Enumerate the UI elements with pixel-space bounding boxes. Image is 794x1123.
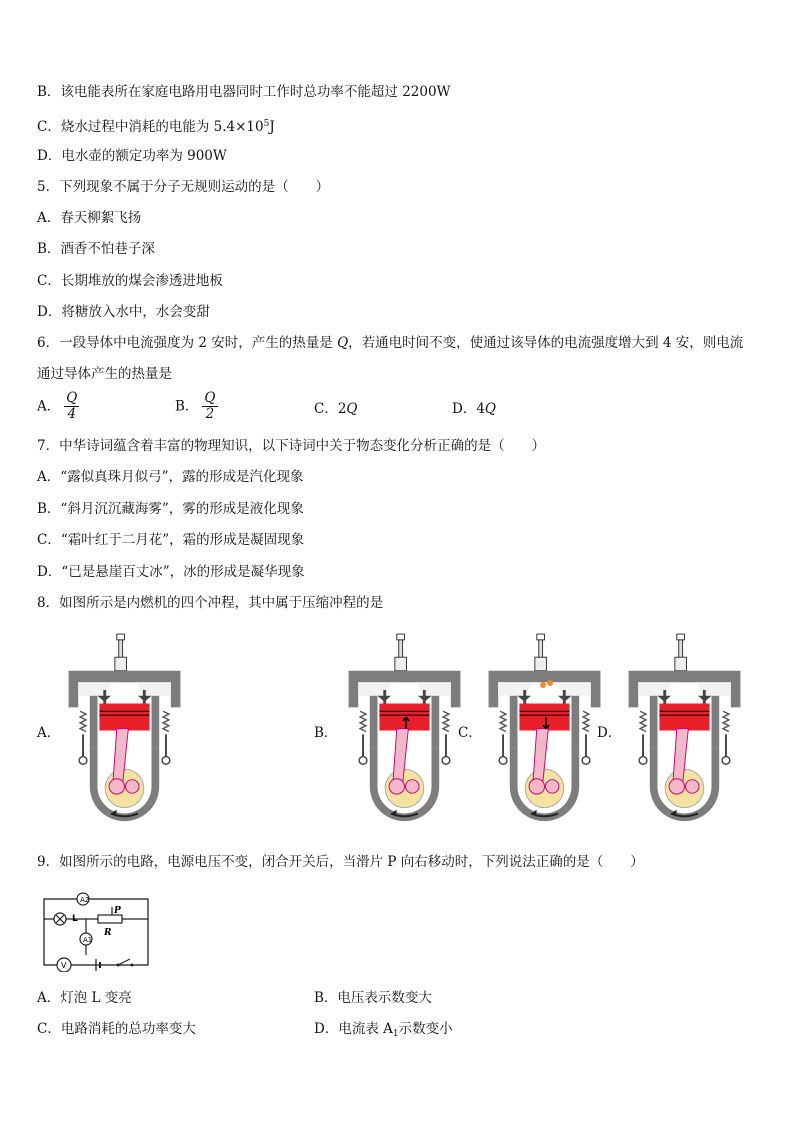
q6-option-c: [314, 400, 358, 418]
q5-option-b: B．酒香不怕巷子深: [37, 241, 155, 257]
q4-option-c-text: C．烧水过程中消耗的电能为 5.4×10: [37, 119, 264, 135]
q7-option-d: D．“已是悬崖百丈冰”，冰的形成是凝华现象: [37, 564, 305, 580]
q5-option-a: A．春天柳絮飞扬: [37, 210, 142, 226]
q8-label-c: C．: [458, 725, 482, 741]
q6-option-a: [37, 391, 79, 422]
spark-icon: [540, 682, 546, 688]
engine-diagram-b: [337, 631, 472, 831]
q5-stem: 5．下列现象不属于分子无规则运动的是（ ）: [37, 179, 330, 195]
q9-option-d: [314, 1020, 453, 1043]
engine-diagram-c: [477, 631, 612, 831]
q4-option-d: D．电水壶的额定功率为 900W: [37, 148, 227, 164]
rheostat-icon: [98, 915, 122, 923]
q6-option-a-num: Q: [66, 390, 78, 406]
q8-label-b: B．: [314, 725, 338, 741]
q7-option-b: B．“斜月沉沉藏海雾”，雾的形成是液化现象: [37, 501, 304, 517]
switch-icon: [118, 959, 130, 965]
engine-diagram-d: [617, 631, 752, 831]
q8-label-d: D．: [597, 725, 622, 741]
q9-option-d-suffix: 示数变小: [398, 1021, 453, 1037]
q6-option-d: [452, 400, 496, 418]
ammeter-a1-label: A1: [83, 936, 93, 944]
circuit-diagram: [38, 887, 156, 972]
q4-option-b: B．该电能表所在家庭电路用电器同时工作时总功率不能超过 2200W: [37, 84, 451, 100]
q6-option-b-num: Q: [204, 390, 216, 406]
q9-stem: 9．如图所示的电路，电源电压不变，闭合开关后，当滑片 P 向右移动时，下列说法正确的是（ ）: [37, 854, 644, 870]
q6-option-b-label: B．: [175, 398, 199, 415]
q6-stem-var: Q: [337, 335, 349, 351]
q6-option-b-den: 2: [205, 406, 215, 422]
q9-option-d-sub: 1: [392, 1029, 399, 1039]
lamp-label: L: [72, 914, 78, 924]
q4-option-c: [37, 115, 275, 136]
ammeter-a2-label: A2: [80, 896, 90, 904]
slider-p-label: P: [114, 906, 121, 916]
q8-label-a: A．: [37, 725, 61, 741]
resistor-r-label: R: [104, 928, 112, 938]
q6-option-a-label: A．: [37, 398, 61, 415]
q9-option-d-text: D．电流表 A: [314, 1021, 393, 1037]
voltmeter-label: V: [61, 961, 67, 970]
q5-option-c: C．长期堆放的煤会渗透进地板: [37, 273, 223, 289]
q6-option-a-den: 4: [67, 406, 77, 422]
q4-option-c-exponent: 5: [263, 119, 270, 129]
q7-stem: 7．中华诗词蕴含着丰富的物理知识，以下诗词中关于物态变化分析正确的是（ ）: [37, 438, 546, 454]
q9-option-c: C．电路消耗的总功率变大: [37, 1021, 196, 1037]
engine-diagram-a: [57, 631, 192, 831]
q6-stem-text-a: 6．一段导体中电流强度为 2 安时，产生的热量是: [37, 335, 338, 351]
q6-stem-text-b: ，若通电时间不变，使通过该导体的电流强度增大到 4 安，则电流: [348, 335, 744, 351]
q6-stem-line2: 通过导体产生的热量是: [37, 366, 172, 382]
q5-option-d: D．将糖放入水中，水会变甜: [37, 304, 210, 320]
q4-option-c-unit: J: [269, 119, 275, 135]
q6-option-b: [175, 391, 218, 422]
q6-option-d-label: D．4: [452, 401, 485, 417]
q6-option-a-fraction: [64, 391, 79, 422]
q9-option-b: B．电压表示数变大: [314, 990, 432, 1006]
q7-option-c: C．“霜叶红于二月花”，霜的形成是凝固现象: [37, 532, 305, 548]
q9-option-a: A．灯泡 L 变亮: [37, 990, 132, 1006]
q6-option-d-var: Q: [484, 401, 496, 417]
q6-option-c-var: Q: [346, 401, 358, 417]
q8-stem: 8．如图所示是内燃机的四个冲程，其中属于压缩冲程的是: [37, 595, 384, 611]
q6-option-c-label: C．2: [314, 401, 347, 417]
q6-option-b-fraction: [202, 391, 217, 422]
q6-stem-line1: [37, 334, 743, 352]
q7-option-a: A．“露似真珠月似弓”，露的形成是汽化现象: [37, 469, 304, 485]
